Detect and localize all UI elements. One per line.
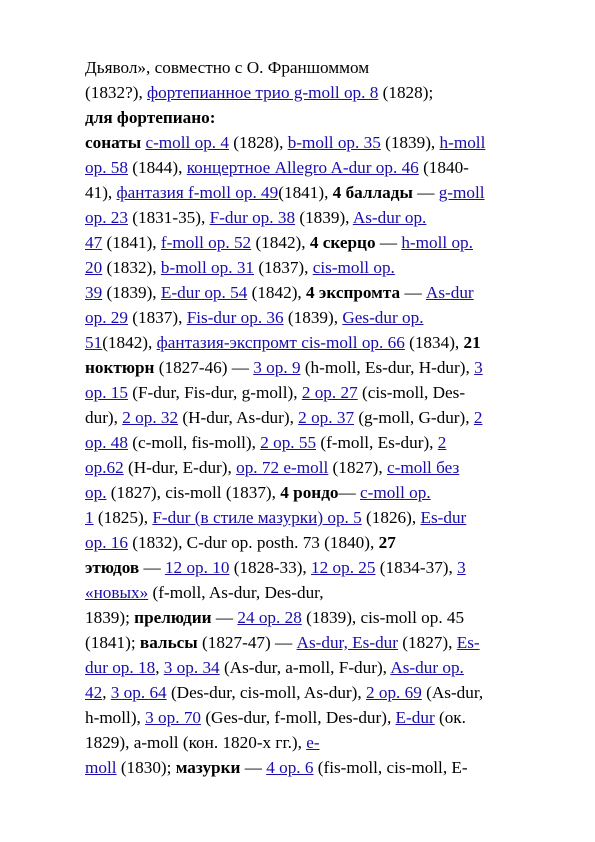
body-text: (1841), xyxy=(278,183,333,202)
work-link[interactable]: 2 op. 55 xyxy=(260,433,317,452)
body-text: (1841), xyxy=(102,233,161,252)
body-text: (H-dur, E-dur), xyxy=(123,458,237,477)
body-text: (1842), xyxy=(102,333,157,352)
work-link[interactable]: op. 16 xyxy=(85,533,128,552)
body-text: (1830); xyxy=(116,758,176,777)
text-line xyxy=(85,308,424,328)
work-link[interactable]: F-dur (в стиле мазурки) op. 5 xyxy=(152,508,362,527)
body-text: h-moll), xyxy=(85,708,146,727)
body-text: (1837), xyxy=(127,308,187,327)
work-link[interactable]: 2 xyxy=(437,433,447,452)
body-text: (As-dur, xyxy=(421,683,484,702)
text-line xyxy=(85,108,215,128)
body-text: (F-dur, Fis-dur, g-moll), xyxy=(127,383,302,402)
body-text: — xyxy=(338,483,360,502)
genre-heading: вальсы xyxy=(139,633,198,652)
work-link[interactable]: E-dur xyxy=(395,708,435,727)
body-text: (1842), xyxy=(251,233,310,252)
work-link[interactable]: 3 xyxy=(474,358,483,377)
text-line xyxy=(85,633,480,653)
body-text: (1827), xyxy=(398,633,457,652)
work-link[interactable]: h-moll xyxy=(439,133,486,152)
work-link[interactable]: 3 op. 9 xyxy=(253,358,301,377)
body-text: (fis-moll, cis-moll, E- xyxy=(313,758,468,777)
work-link[interactable]: c-moll op. xyxy=(359,483,431,502)
work-link[interactable]: g-moll xyxy=(438,183,485,202)
body-text: (1827-46) — xyxy=(154,358,254,377)
body-text: dur), xyxy=(85,408,123,427)
body-text: (f-moll, As-dur, Des-dur, xyxy=(148,583,324,602)
genre-heading: 4 скерцо xyxy=(309,233,376,252)
work-link[interactable]: As-dur, Es-dur xyxy=(296,633,398,652)
work-link[interactable]: 4 op. 6 xyxy=(266,758,314,777)
body-text: — xyxy=(211,608,238,627)
work-link[interactable]: Fis-dur op. 36 xyxy=(186,308,284,327)
genre-heading: 4 экспромта xyxy=(306,283,401,302)
work-link[interactable]: 39 xyxy=(85,283,103,302)
work-link[interactable]: Es-dur xyxy=(420,508,467,527)
work-link[interactable]: F-dur op. 38 xyxy=(209,208,296,227)
body-text: 1839); xyxy=(85,608,135,627)
work-link[interactable]: c-moll без xyxy=(386,458,460,477)
body-text: (ок. xyxy=(434,708,466,727)
work-link[interactable]: фантазия-экспромт cis-moll op. 66 xyxy=(156,333,405,352)
body-text: (1839), xyxy=(380,133,440,152)
body-text: (1828-33), xyxy=(229,558,312,577)
body-text: (H-dur, As-dur), xyxy=(178,408,299,427)
body-text: (1828); xyxy=(378,83,434,102)
work-link[interactable]: 1 xyxy=(85,508,94,527)
body-text: (g-moll, G-dur), xyxy=(354,408,474,427)
work-link[interactable]: op. 58 xyxy=(85,158,128,177)
work-link[interactable]: f-moll op. 52 xyxy=(160,233,252,252)
text-line xyxy=(85,383,465,403)
text-line xyxy=(85,458,459,478)
body-text: — xyxy=(240,758,267,777)
text-line xyxy=(85,433,446,453)
body-text: (1839), xyxy=(102,283,161,302)
work-link[interactable]: фантазия f-moll op. 49 xyxy=(116,183,279,202)
work-link[interactable]: b-moll op. 35 xyxy=(287,133,381,152)
work-link[interactable]: op. 23 xyxy=(85,208,128,227)
genre-heading: 27 xyxy=(378,533,396,552)
work-link[interactable]: E-dur op. 54 xyxy=(160,283,248,302)
work-link[interactable]: 2 op. 27 xyxy=(301,383,358,402)
text-line xyxy=(85,683,483,703)
text-line xyxy=(85,233,473,253)
text-line xyxy=(85,733,320,753)
work-link[interactable]: концертное Allegro A-dur op. 46 xyxy=(186,158,419,177)
text-line xyxy=(85,408,482,428)
genre-heading: 4 баллады xyxy=(332,183,413,202)
genre-heading: мазурки xyxy=(175,758,241,777)
text-line xyxy=(85,583,324,603)
body-text: (1839), cis-moll op. 45 xyxy=(301,608,465,627)
work-link[interactable]: b-moll op. 31 xyxy=(160,258,255,277)
work-link[interactable]: op. 72 e-moll xyxy=(236,458,329,477)
body-text: Дьявол», совместно с О. Франшоммом xyxy=(85,58,370,77)
body-text: — xyxy=(412,183,439,202)
body-text: (1827-47) — xyxy=(197,633,297,652)
genre-heading: 21 xyxy=(463,333,481,352)
text-line xyxy=(85,258,395,278)
work-link[interactable]: op.62 xyxy=(85,458,124,477)
text-line xyxy=(85,183,485,203)
work-link[interactable]: 2 op. 32 xyxy=(122,408,179,427)
work-link[interactable]: cis-moll op. xyxy=(312,258,395,277)
body-text: — xyxy=(375,233,402,252)
work-link[interactable]: «новых» xyxy=(85,583,149,602)
body-text: (1834), xyxy=(404,333,464,352)
text-line xyxy=(85,333,481,353)
work-link[interactable]: Ges-dur op. xyxy=(342,308,424,327)
text-line xyxy=(85,283,474,303)
body-text: (As-dur, a-moll, F-dur), xyxy=(219,658,391,677)
body-text: (1842), xyxy=(247,283,307,302)
text-line xyxy=(85,508,466,528)
work-link[interactable]: e- xyxy=(306,733,320,752)
genre-heading: для фортепиано: xyxy=(85,108,216,127)
body-text: (Des-dur, cis-moll, As-dur), xyxy=(166,683,366,702)
text-line xyxy=(85,358,483,378)
body-text: (h-moll, Es-dur, H-dur), xyxy=(300,358,475,377)
body-text: (1844), xyxy=(127,158,187,177)
body-text: (1827), xyxy=(328,458,387,477)
body-text: — xyxy=(139,558,165,577)
text-line xyxy=(85,133,485,153)
text-line xyxy=(85,708,466,728)
body-text: (c-moll, fis-moll), xyxy=(127,433,261,452)
work-link[interactable]: фортепианное трио g-moll op. 8 xyxy=(147,83,379,102)
work-link[interactable]: Es- xyxy=(456,633,480,652)
work-link[interactable]: 2 op. 69 xyxy=(365,683,422,702)
body-text: (1841); xyxy=(85,633,140,652)
text-line xyxy=(85,533,396,553)
body-text: (1832), C-dur op. posth. 73 (1840), xyxy=(127,533,379,552)
work-link[interactable]: As-dur xyxy=(425,283,474,302)
body-text: (Ges-dur, f-moll, Des-dur), xyxy=(201,708,396,727)
text-line xyxy=(85,208,426,228)
genre-heading: этюдов xyxy=(85,558,140,577)
body-text: (1827), cis-moll (1837), xyxy=(106,483,281,502)
work-link[interactable]: 42 xyxy=(85,683,103,702)
work-link[interactable]: op. 15 xyxy=(85,383,128,402)
body-text: — xyxy=(400,283,426,302)
work-link[interactable]: op. xyxy=(85,483,107,502)
work-link[interactable]: 3 op. 64 xyxy=(110,683,167,702)
body-text: (1828), xyxy=(228,133,288,152)
text-line xyxy=(85,558,466,578)
body-text: (1832?), xyxy=(85,83,148,102)
body-text: (1837), xyxy=(254,258,313,277)
body-text: (1839), xyxy=(283,308,343,327)
work-link[interactable]: 12 op. 25 xyxy=(311,558,376,577)
work-link[interactable]: moll xyxy=(85,758,117,777)
text-line xyxy=(85,83,433,103)
text-line xyxy=(85,483,431,503)
text-line xyxy=(85,658,464,678)
body-text: , xyxy=(102,683,111,702)
body-text: (f-moll, Es-dur), xyxy=(316,433,438,452)
body-text: (1832), xyxy=(102,258,161,277)
text-line xyxy=(85,758,468,778)
work-link[interactable]: op. 48 xyxy=(85,433,128,452)
work-link[interactable]: As-dur op. xyxy=(352,208,427,227)
work-link[interactable]: 20 xyxy=(85,258,103,277)
work-link[interactable]: 47 xyxy=(85,233,103,252)
genre-heading: ноктюрн xyxy=(85,358,155,377)
work-link[interactable]: 3 op. 70 xyxy=(145,708,202,727)
work-link[interactable]: 2 op. 37 xyxy=(298,408,355,427)
work-link[interactable]: 3 xyxy=(457,558,466,577)
body-text: (1840- xyxy=(418,158,469,177)
work-link[interactable]: 51 xyxy=(85,333,103,352)
body-text: 1829), a-moll (кон. 1820-х гг.), xyxy=(85,733,307,752)
work-link[interactable]: c-moll op. 4 xyxy=(145,133,229,152)
work-link[interactable]: dur op. 18 xyxy=(85,658,156,677)
genre-heading: 4 рондо xyxy=(280,483,339,502)
body-text: 41), xyxy=(85,183,117,202)
work-link[interactable]: op. 29 xyxy=(85,308,128,327)
work-link[interactable]: As-dur op. xyxy=(390,658,464,677)
body-text: , xyxy=(155,658,164,677)
text-line xyxy=(85,58,369,78)
work-link[interactable]: h-moll op. xyxy=(401,233,473,252)
genre-heading: прелюдии xyxy=(134,608,212,627)
genre-heading: сонаты xyxy=(85,133,142,152)
body-text: (1825), xyxy=(93,508,153,527)
body-text: (1826), xyxy=(361,508,421,527)
work-link[interactable]: 2 xyxy=(473,408,483,427)
body-text: (1839), xyxy=(295,208,353,227)
body-text: (1831-35), xyxy=(127,208,210,227)
work-link[interactable]: 24 op. 28 xyxy=(237,608,302,627)
body-text: (1834-37), xyxy=(375,558,458,577)
text-line xyxy=(85,608,464,628)
work-link[interactable]: 3 op. 34 xyxy=(163,658,220,677)
body-text: (cis-moll, Des- xyxy=(357,383,466,402)
text-line xyxy=(85,158,469,178)
work-link[interactable]: 12 op. 10 xyxy=(164,558,230,577)
